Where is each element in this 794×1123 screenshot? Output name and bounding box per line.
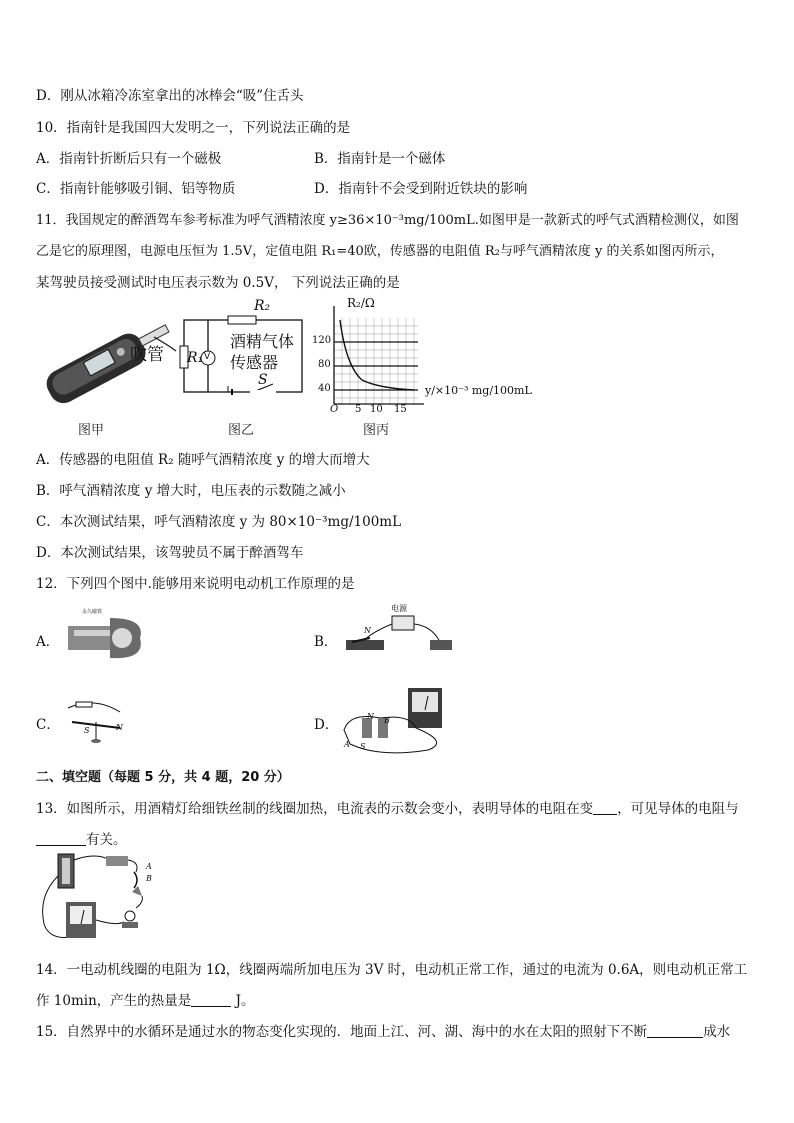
q15-blank[interactable] xyxy=(647,1023,703,1038)
q13-figure-label-a: A xyxy=(146,862,152,871)
q9-option-d: D．刚从冰箱冷冻室拿出的冰棒会“吸”住舌头 xyxy=(36,88,304,104)
caption-fig-jia: 图甲 xyxy=(78,423,105,438)
q12-stem: 12．下列四个图中.能够用来说明电动机工作原理的是 xyxy=(36,576,355,592)
q14-blank[interactable] xyxy=(191,992,231,1007)
q12-label-a: A． xyxy=(36,634,60,650)
q10-option-b: B．指南针是一个磁体 xyxy=(314,151,446,167)
q13-stem-part1: 13．如图所示，用酒精灯给细铁丝制的线圈加热，电流表的示数会变小，表明导体的电阻在变 xyxy=(36,801,594,817)
graph-ytick-40: 40 xyxy=(318,383,331,394)
switch-label: S xyxy=(258,372,268,388)
voltmeter-symbol: V xyxy=(204,352,211,362)
q12-label-b: B． xyxy=(314,634,338,650)
graph-xtick-5: 5 xyxy=(355,404,362,415)
figure-graph xyxy=(318,296,428,420)
q11-option-c: C．本次测试结果，呼气酒精浓度 y 为 80×10⁻³mg/100mL xyxy=(36,514,402,530)
q12-figure-d-label-s: S xyxy=(360,742,366,751)
q15-part2: 成水 xyxy=(703,1024,731,1040)
r1-label: R₁ xyxy=(187,350,204,366)
q10-option-a: A．指南针折断后只有一个磁极 xyxy=(36,151,222,167)
q13-stem-part2: ，可见导体的电阻与 xyxy=(617,801,739,817)
q10-stem: 10．指南针是我国四大发明之一，下列说法正确的是 xyxy=(36,120,351,136)
q12-figure-c-needle xyxy=(64,696,134,744)
q11-option-b: B．呼气酒精浓度 y 增大时，电压表的示数随之减小 xyxy=(36,483,346,499)
r2-label: R₂ xyxy=(254,298,271,314)
q10-option-c: C．指南针能够吸引铜、铝等物质 xyxy=(36,181,236,197)
q10-option-d: D．指南针不会受到附近铁块的影响 xyxy=(314,181,528,197)
graph-y-axis-label: R₂/Ω xyxy=(347,296,375,310)
q12-figure-b-pole: N xyxy=(364,626,371,635)
q14-line2 xyxy=(36,989,255,1009)
q12-figure-c-pole-n: N xyxy=(116,723,123,732)
q13-stem-part3: 有关。 xyxy=(86,832,127,848)
q13-blank-2[interactable] xyxy=(36,831,86,846)
q14-line2-part2: J。 xyxy=(231,993,255,1009)
q12-figure-d-label-b: B xyxy=(384,716,390,725)
q11-stem-line3: 某驾驶员接受测试时电压表示数为 0.5V， 下列说法正确的是 xyxy=(36,275,400,291)
q12-figure-d-label-n: N xyxy=(367,712,374,721)
q13-figure-circuit xyxy=(36,846,166,946)
q12-label-c: C． xyxy=(36,717,60,733)
caption-fig-yi: 图乙 xyxy=(228,423,255,438)
q14-line1: 14．一电动机线圈的电阻为 1Ω，线圈两端所加电压为 3V 时，电动机正常工作，通过的电流为 0.6A，则电动机正常工 xyxy=(36,962,748,978)
q12-figure-b-power-label: 电源 xyxy=(391,604,407,613)
q13-blank-1[interactable] xyxy=(593,800,617,815)
graph-x-axis-label: y/×10⁻³ mg/100mL xyxy=(425,384,532,397)
blow-tube-label: 吹管 xyxy=(130,345,164,365)
sensor-label-line1: 酒精气体 xyxy=(230,332,295,351)
q11-option-a: A．传感器的电阻值 R₂ 随呼气酒精浓度 y 的增大而增大 xyxy=(36,452,370,468)
q12-figure-d-label-a: A xyxy=(344,740,350,749)
graph-ytick-80: 80 xyxy=(318,359,331,370)
q13-figure-label-b: B xyxy=(146,874,152,883)
q12-figure-a-text: 永久磁铁 xyxy=(82,609,103,615)
q13-stem-line2 xyxy=(36,828,127,848)
q13-stem-line1 xyxy=(36,797,739,817)
sensor-label-line2: 传感器 xyxy=(230,353,279,372)
graph-origin: O xyxy=(330,404,339,415)
q15-line1 xyxy=(36,1020,730,1040)
q11-stem-line1: 11．我国规定的醉酒驾车参考标准为呼气酒精浓度 y≥36×10⁻³mg/100mL.如图甲是一款新式的呼气式酒精检测仪，如图 xyxy=(36,213,739,228)
section-title-fill-in: 二、填空题（每题 5 分，共 4 题，20 分） xyxy=(36,770,290,785)
q12-label-d: D． xyxy=(314,717,339,733)
q12-figure-c-pole-s: S xyxy=(84,726,90,735)
q12-figure-a-magnet xyxy=(66,608,146,664)
q12-figure-b-circuit xyxy=(342,606,462,662)
q12-figure-d-generator xyxy=(340,684,462,756)
q11-option-d: D．本次测试结果，该驾驶员不属于醉酒驾车 xyxy=(36,545,304,561)
q11-stem-line2: 乙是它的原理图，电源电压恒为 1.5V，定值电阻 R₁=40欧，传感器的电阻值 R₂与呼气酒精浓度 y 的关系如图丙所示， xyxy=(36,244,724,259)
graph-ytick-120: 120 xyxy=(312,335,332,346)
q15-part1: 15．自然界中的水循环是通过水的物态变化实现的．地面上江、河、湖、海中的水在太阳的照射下不断 xyxy=(36,1024,648,1040)
caption-fig-bing: 图丙 xyxy=(363,423,390,438)
graph-xtick-10: 10 xyxy=(370,404,383,415)
q14-line2-part1: 作 10min，产生的热量是 xyxy=(36,993,192,1009)
graph-xtick-15: 15 xyxy=(394,404,407,415)
